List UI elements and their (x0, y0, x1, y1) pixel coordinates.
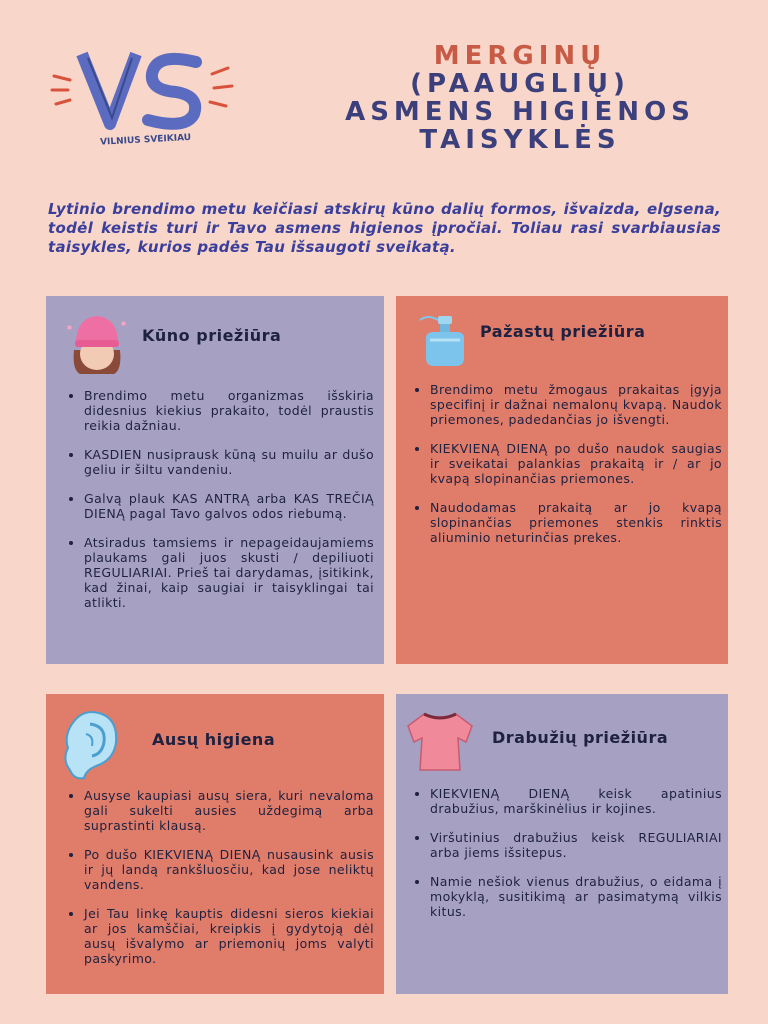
logo-caption: VILNIUS SVEIKIAU (99, 132, 192, 148)
list-item: • Galvą plauk KAS ANTRĄ arba KAS TREČIĄ DIENĄ pagal Tavo galvos odos riebumą. (84, 491, 374, 521)
card-title: Pažastų priežiūra (480, 322, 646, 341)
list-item: • Atsiradus tamsiems ir nepageidaujamiems plaukams gali juos skusti / depiliuoti REGULIARIAI. Prieš tai darydamas, įsitikink, kad žinai, kaip saugiai ir taisyklingai tai atlikti. (84, 535, 374, 610)
card-list (66, 388, 374, 624)
list-item: • Ausyse kaupiasi ausų siera, kuri nevaloma gali sukelti ausies uždegimą arba suprastinti klausą. (84, 788, 374, 833)
list-item: • Po dušo KIEKVIENĄ DIENĄ nusausink ausis ir jų landą rankšluosčiu, kad jose neliktų vandens. (84, 847, 374, 892)
title-line-2: (PAAUGLIŲ) (410, 69, 630, 99)
list-item: • Brendimo metu organizmas išskiria didesnius kiekius prakaito, todėl praustis reikia dažniau. (84, 388, 374, 433)
card-list (412, 786, 722, 933)
list-item: • Naudodamas prakaitą ar jo kvapą slopinančias priemones stenkis rinktis aliuminio neturinčias prekes. (430, 500, 722, 545)
list-item: • Namie nešiok vienus drabužius, o eidama į mokyklą, susitikimą ar pasimatymą vilkis kitus. (430, 874, 722, 919)
list-item: • Brendimo metu žmogaus prakaitas įgyja specifinį ir dažnai nemalonų kvapą. Naudok priemones, padedančias jo išvengti. (430, 382, 722, 427)
list-item: • Jei Tau linkę kauptis didesni sieros kiekiai ar jos kamščiai, kreipkis į gydytoją dėl ausų išvalymo ar priemonių joms valyti paskyrimo. (84, 906, 374, 966)
list-item: • KIEKVIENĄ DIENĄ keisk apatinius drabužius, marškinėlius ir kojines. (430, 786, 722, 816)
card-list (66, 788, 374, 980)
list-item: • KIEKVIENĄ DIENĄ po dušo naudok saugias ir sveikatai palankias prakaitą ir / ar jo kvapą slopinančias priemones. (430, 441, 722, 486)
title-line-1: MERGINŲ (433, 41, 607, 71)
card-title: Kūno priežiūra (142, 326, 282, 345)
card-armpit-care (396, 296, 728, 664)
card-ear-hygiene (46, 694, 384, 994)
title-line-3: ASMENS HIGIENOS (345, 97, 695, 127)
ear-icon (56, 708, 122, 784)
girl-with-hat-icon (64, 310, 130, 380)
card-list (412, 382, 722, 559)
page-title (310, 42, 730, 154)
list-item: • Viršutinius drabužius keisk REGULIARIAI arba jiems išsitepus. (430, 830, 722, 860)
blouse-icon (402, 708, 478, 778)
card-title: Ausų higiena (152, 730, 276, 749)
intro-text: Lytinio brendimo metu keičiasi atskirų kūno dalių formos, išvaizda, elgsena, todėl keistis turi ir Tavo asmens higienos įpročiai. Toliau rasi svarbiausias taisykles, kurios padės Tau išsaugoti sveikatą. (48, 200, 721, 256)
perfume-bottle-icon (416, 310, 472, 372)
title-line-4: TAISYKLĖS (419, 125, 621, 155)
list-item: • KASDIEN nusiprausk kūną su muilu ar dušo geliu ir šiltu vandeniu. (84, 447, 374, 477)
card-clothes-care (396, 694, 728, 994)
card-title: Drabužių priežiūra (492, 728, 669, 747)
card-body-care (46, 296, 384, 664)
